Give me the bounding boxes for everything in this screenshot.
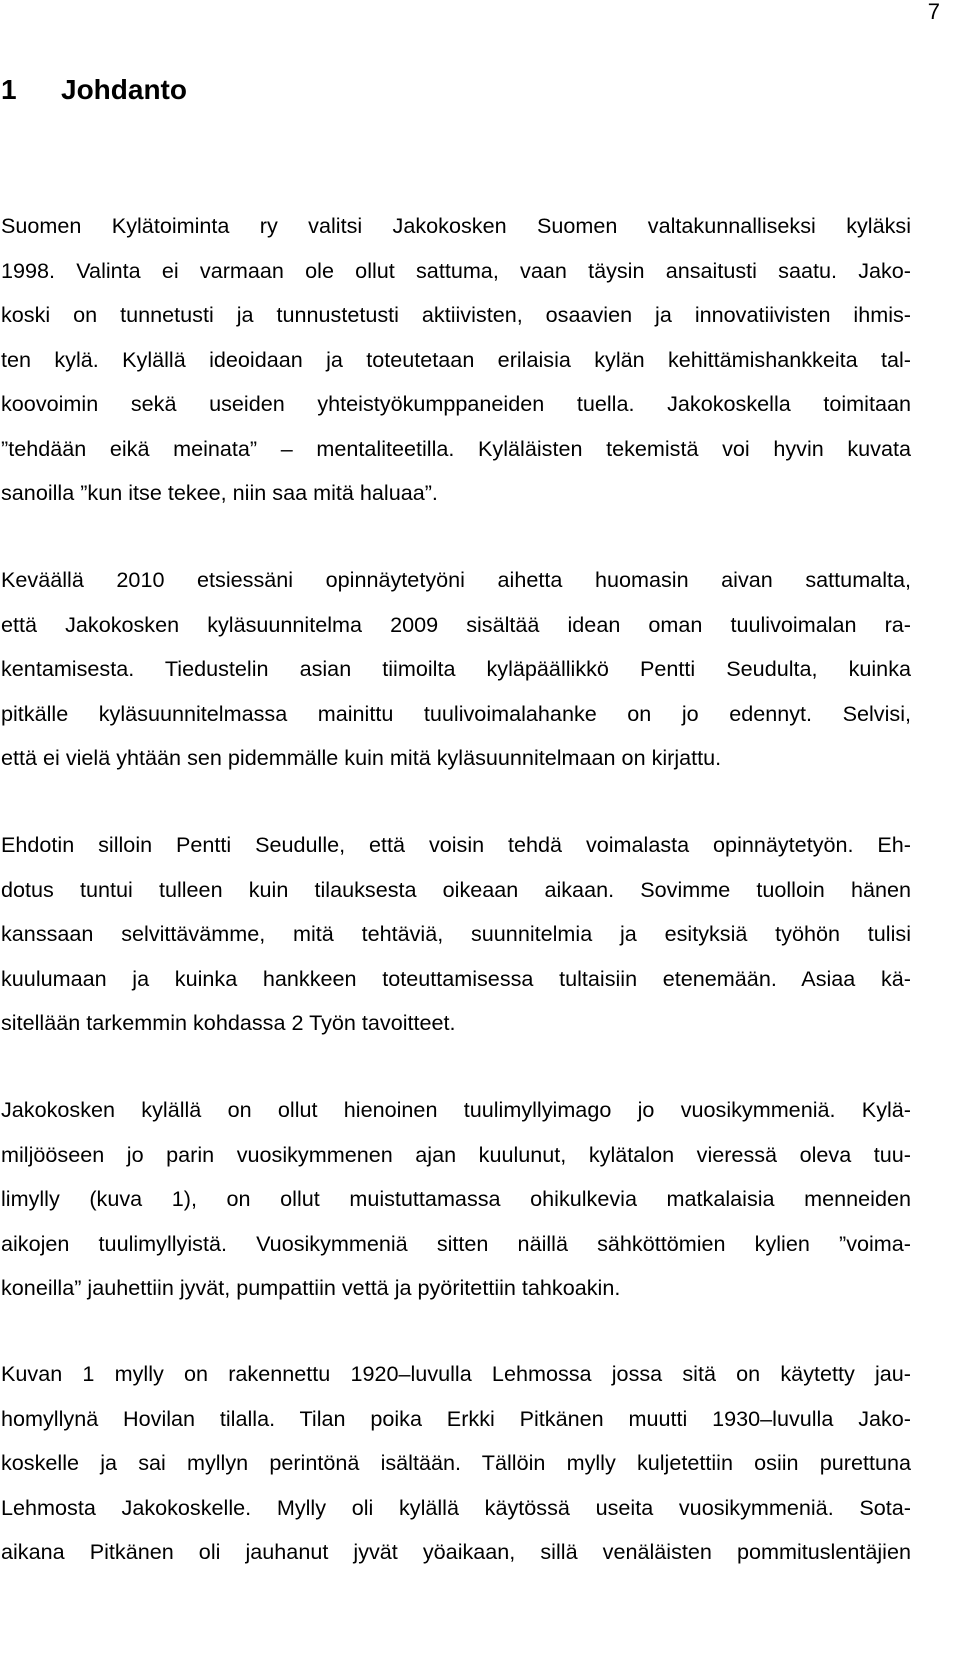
text-line: Keväällä 2010 etsiessäni opinnäytetyöni aihetta huomasin aivan sattumalta, (1, 567, 911, 592)
text-line: homyllynä Hovilan tilalla. Tilan poika Erkki Pitkänen muutti 1930–luvulla Jako- (1, 1405, 911, 1431)
text-line: koski on tunnetusti ja tunnustetusti aktiivisten, osaavien ja innovatiivisten ihmis- (1, 302, 911, 327)
text-line: limylly (kuva 1), on ollut muistuttamassa ohikulkevia matkalaisia menneiden (1, 1186, 911, 1211)
text-line: aikojen tuulimyllyistä. Vuosikymmeniä sitten näillä sähköttömien kylien ”voima- (1, 1230, 911, 1256)
text-line: koovoimin sekä useiden yhteistyökumppaneiden tuella. Jakokoskella toimitaan (1, 391, 911, 416)
paragraph-1 (1, 204, 911, 516)
paragraph-2 (1, 558, 911, 781)
text-line: Jakokosken kylällä on ollut hienoinen tuulimyllyimago jo vuosikymmeniä. Kylä- (1, 1097, 911, 1122)
text-line: aikana Pitkänen oli jauhanut jyvät yöaikaan, sillä venäläisten pommituslentäjien (1, 1539, 911, 1564)
text-line: että Jakokosken kyläsuunnitelma 2009 sisältää idean oman tuulivoimalan ra- (1, 611, 911, 637)
paragraph-5 (1, 1352, 911, 1575)
text-line: dotus tuntui tulleen kuin tilauksesta oikeaan aikaan. Sovimme tuolloin hänen (1, 876, 911, 902)
text-line: kuulumaan ja kuinka hankkeen toteuttamisessa tultaisiin etenemään. Asiaa kä- (1, 965, 911, 991)
text-line: kentamisesta. Tiedustelin asian tiimoilta kyläpäällikkö Pentti Seudulta, kuinka (1, 656, 911, 681)
text-line: ”tehdään eikä meinata” – mentaliteetilla. Kyläläisten tekemistä voi hyvin kuvata (1, 435, 911, 461)
text-line: Ehdotin silloin Pentti Seudulle, että voisin tehdä voimalasta opinnäytetyön. Eh- (1, 832, 911, 857)
text-line: koneilla” jauhettiin jyvät, pumpattiin vettä ja pyöritettiin tahkoakin. (1, 1275, 621, 1300)
text-line: sitellään tarkemmin kohdassa 2 Työn tavoitteet. (1, 1010, 456, 1035)
text-line: sanoilla ”kun itse tekee, niin saa mitä haluaa”. (1, 480, 438, 505)
text-line: 1998. Valinta ei varmaan ole ollut sattuma, vaan täysin ansaitusti saatu. Jako- (1, 257, 911, 283)
text-line: koskelle ja sai myllyn perintönä isältään. Tällöin mylly kuljetettiin osiin purettuna (1, 1450, 911, 1475)
text-line: Suomen Kylätoiminta ry valitsi Jakokosken Suomen valtakunnalliseksi kyläksi (1, 213, 911, 238)
chapter-heading (1, 72, 187, 108)
chapter-title: Johdanto (61, 74, 187, 105)
text-line: Kuvan 1 mylly on rakennettu 1920–luvulla Lehmossa jossa sitä on käytetty jau- (1, 1361, 911, 1386)
paragraph-4 (1, 1088, 911, 1311)
text-line: pitkälle kyläsuunnitelmassa mainittu tuulivoimalahanke on jo edennyt. Selvisi, (1, 700, 911, 726)
text-line: ten kylä. Kylällä ideoidaan ja toteutetaan erilaisia kylän kehittämishankkeita tal- (1, 346, 911, 372)
page-number: 7 (927, 0, 940, 24)
chapter-number: 1 (1, 74, 17, 105)
text-line: Lehmosta Jakokoskelle. Mylly oli kylällä käytössä useita vuosikymmeniä. Sota- (1, 1494, 911, 1520)
text-line: että ei vielä yhtään sen pidemmälle kuin mitä kyläsuunnitelmaan on kirjattu. (1, 745, 722, 770)
text-line: kanssaan selvittävämme, mitä tehtäviä, suunnitelmia ja esityksiä työhön tulisi (1, 921, 911, 946)
paragraph-3 (1, 823, 911, 1046)
text-line: miljööseen jo parin vuosikymmenen ajan kuulunut, kylätalon vieressä oleva tuu- (1, 1141, 911, 1167)
